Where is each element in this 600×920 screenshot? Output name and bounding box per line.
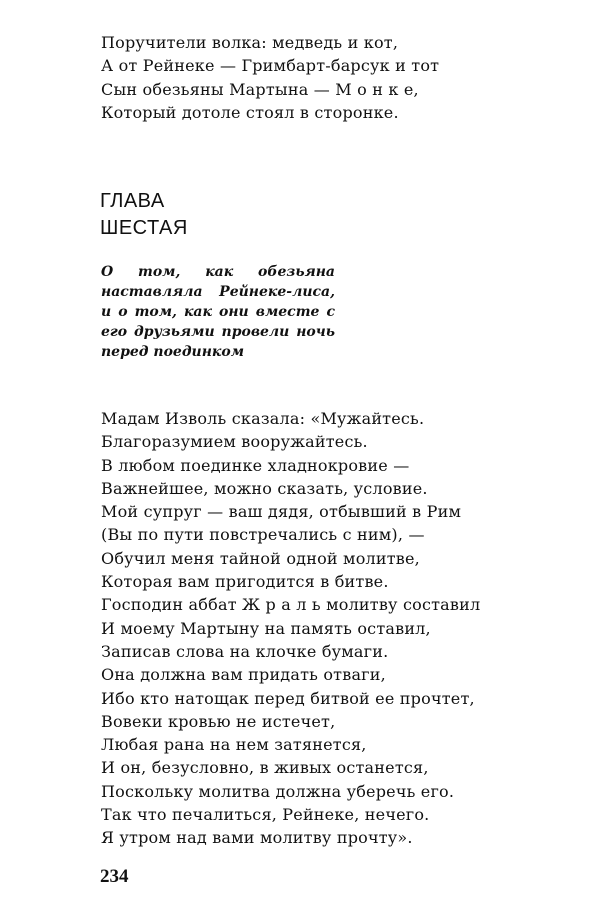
verse-line: Мой супруг — ваш дядя, отбывший в Рим [101, 502, 462, 522]
verse-line: Вовеки кровью не истечет, [101, 711, 336, 731]
verse-line: В любом поединке хладнокровие — [101, 455, 410, 475]
chapter-heading [100, 188, 188, 242]
verse-line: Любая рана на нем затянется, [101, 735, 367, 755]
verse-line: Которая вам пригодится в битве. [101, 572, 389, 592]
verse-line: Поскольку молитва должна уберечь его. [101, 781, 455, 801]
main-stanza [101, 407, 480, 850]
verse-line: А от Рейнеке — Гримбарт-барсук и тот [101, 56, 440, 76]
verse-line: Важнейшее, можно сказать, условие. [101, 478, 428, 498]
opening-stanza [101, 31, 439, 124]
verse-line: И он, безусловно, в живых останется, [101, 758, 429, 778]
verse-line: Господин аббат Ж р а л ь молитву составил [101, 595, 481, 615]
chapter-summary: О том, как обезьяна наставляла Рейнеке-лиса, и о том, как они вместе с его друзьями провели ночь перед поединком [101, 264, 335, 360]
page-number: 234 [100, 866, 129, 887]
verse-line: Поручители волка: медведь и кот, [101, 33, 399, 52]
verse-line: Она должна вам придать отваги, [101, 665, 386, 685]
verse-line: (Вы по пути повстречались с ним), — [101, 525, 425, 545]
verse-line: Благоразумием вооружайтесь. [101, 432, 368, 452]
verse-line: Который дотоле стоял в сторонке. [101, 102, 399, 122]
chapter-title-line2: ШЕСТАЯ [100, 217, 188, 239]
verse-line: И моему Мартыну на память оставил, [101, 618, 431, 638]
verse-line: Записав слова на клочке бумаги. [101, 641, 389, 661]
verse-line: Мадам Изволь сказала: «Мужайтесь. [101, 409, 425, 428]
chapter-title-line1: ГЛАВА [100, 190, 165, 212]
verse-line: Сын обезьяны Мартына — М о н к е, [101, 79, 419, 99]
verse-line: Ибо кто натощак перед битвой ее прочтет, [101, 688, 475, 708]
verse-line: Обучил меня тайной одной молитве, [101, 548, 420, 568]
verse-line: Я утром над вами молитву прочту». [101, 828, 413, 848]
verse-line: Так что печалиться, Рейнеке, нечего. [101, 805, 430, 825]
